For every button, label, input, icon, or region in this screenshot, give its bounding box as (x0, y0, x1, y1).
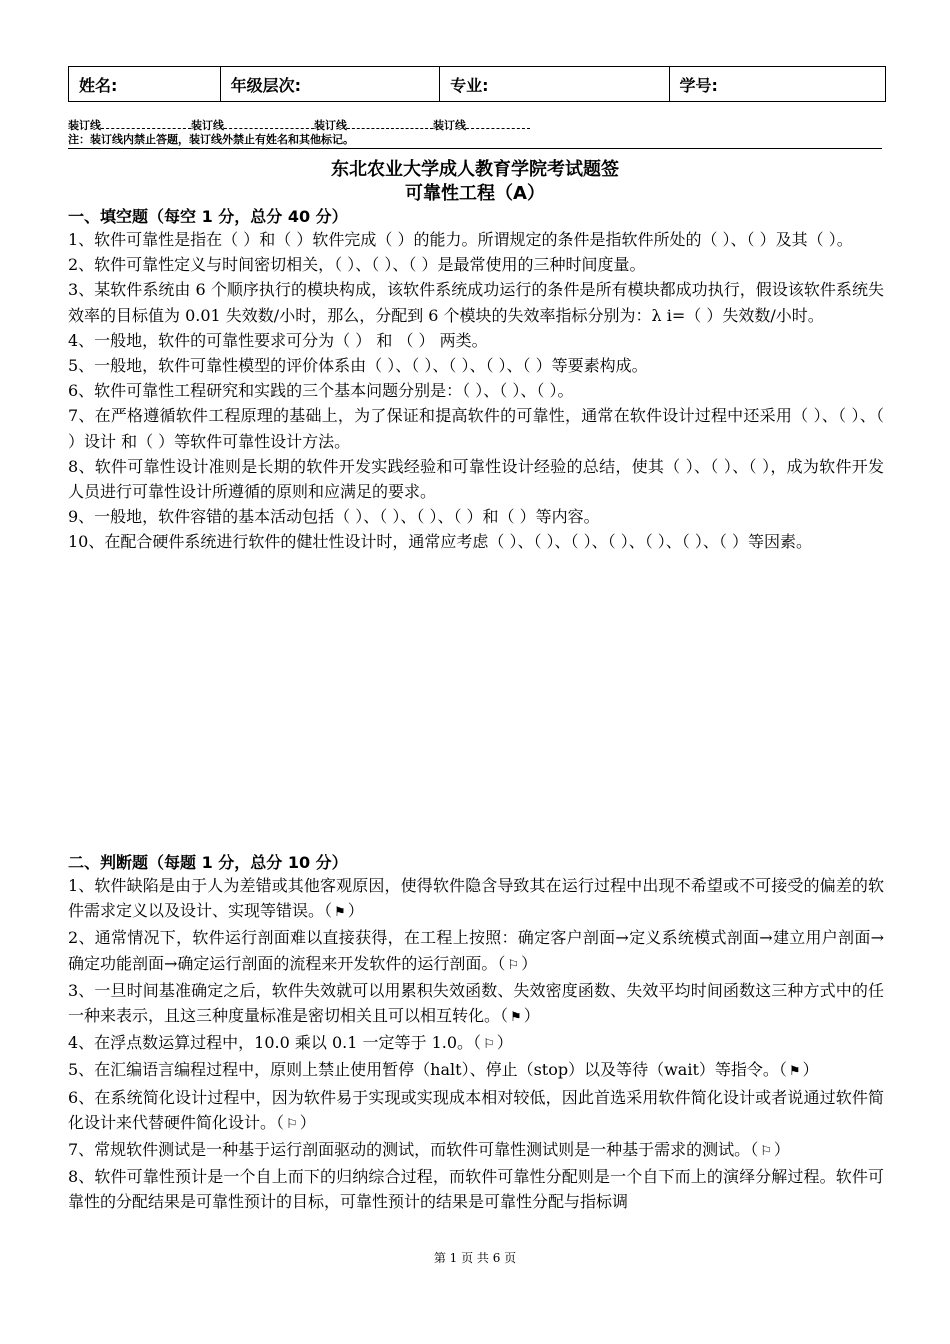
binding-line-dash (101, 118, 191, 129)
question: 6、软件可靠性工程研究和实践的三个基本问题分别是：（ ）、（ ）、（ ）。 (68, 381, 574, 401)
binding-line-label: 装订线 (433, 119, 466, 132)
question: 2、软件可靠性定义与时间密切相关，（ ）、（ ）、（ ）是最常使用的三种时间度量。 (68, 255, 646, 275)
major-label: 专业: (450, 75, 489, 95)
binding-line (68, 118, 530, 133)
flag-icon: ⚐ (760, 1144, 772, 1160)
question: 3、某软件系统由 6 个顺序执行的模块构成，该软件系统成功运行的条件是所有模块都成功执行，假设该软件系统失效率的目标值为 0.01 失效数/小时，那么，分配到 6 个模块的失效率指标分别为：λ i=（ ）失效数/小时。 (68, 280, 884, 325)
question: 7、在严格遵循软件工程原理的基础上，为了保证和提高软件的可靠性，通常在软件设计过程中还采用（ ）、（ ）、（ ）设计 和（ ）等软件可靠性设计方法。 (68, 406, 884, 451)
student-id-label: 学号: (679, 75, 718, 95)
flag-icon: ⚐ (483, 1037, 495, 1053)
fill-in-questions (68, 227, 884, 555)
binding-line-label: 装订线 (68, 119, 101, 132)
question: 4、一般地，软件的可靠性要求可分为（ ） 和 （ ） 两类。 (68, 330, 488, 350)
question: 4、在浮点数运算过程中，10.0 乘以 0.1 一定等于 1.0。（ ⚐ ） (68, 1030, 884, 1057)
section-true-false-heading: 二、判断题（每题 1 分，总分 10 分） (68, 853, 348, 872)
course-title: 可靠性工程（A） (405, 183, 545, 204)
page-number: 第 1 页 共 6 页 (433, 1251, 517, 1265)
question: 1、软件可靠性是指在（ ）和（ ）软件完成（ ）的能力。所谓规定的条件是指软件所处的（ ）、（ ）及其（ ）。 (68, 230, 853, 249)
student-id-field[interactable] (670, 67, 885, 101)
question: 6、在系统简化设计过程中，因为软件易于实现或实现成本相对较低，因此首选采用软件简化设计或者说通过软件简化设计来代替硬件简化设计。（ ⚐ ） (68, 1085, 884, 1137)
grade-label: 年级层次: (230, 75, 302, 95)
grade-field[interactable] (221, 67, 440, 101)
flag-icon: ⚐ (286, 1116, 298, 1132)
student-info-table (68, 66, 886, 102)
major-field[interactable] (440, 67, 669, 101)
binding-line-label: 装订线 (314, 119, 347, 132)
question: 5、在汇编语言编程过程中，原则上禁止使用暂停（halt）、停止（stop）以及等待（wait）等指令。（ ⚑ ） (68, 1057, 884, 1084)
name-field[interactable] (69, 67, 221, 101)
question: 3、一旦时间基准确定之后，软件失效就可以用累积失效函数、失效密度函数、失效平均时间函数这三种方式中的任一种来表示，且这三种度量标准是密切相关且可以相互转化。（ ⚑ ） (68, 978, 884, 1030)
exam-title: 东北农业大学成人教育学院考试题签 (331, 159, 619, 180)
binding-line-label: 装订线 (191, 119, 224, 132)
true-false-questions (68, 873, 884, 1215)
flag-icon: ⚑ (510, 1010, 522, 1026)
divider (68, 148, 882, 149)
question: 2、通常情况下，软件运行剖面难以直接获得，在工程上按照：确定客户剖面→定义系统模式剖面→建立用户剖面→确定功能剖面→确定运行剖面的流程来开发软件的运行剖面。（ ⚐ ） (68, 925, 884, 977)
question: 8、软件可靠性预计是一个自上而下的归纳综合过程，而软件可靠性分配则是一个自下而上的演绎分解过程。软件可靠性的分配结果是可靠性预计的目标，可靠性预计的结果是可靠性分配与指标调 (68, 1167, 884, 1212)
binding-line-area (68, 118, 530, 147)
flag-icon: ⚐ (507, 957, 520, 973)
question: 1、软件缺陷是由于人为差错或其他客观原因，使得软件隐含导致其在运行过程中出现不希望或不可接受的偏差的软件需求定义以及设计、实现等错误。（ ⚑ ） (68, 873, 884, 925)
question: 7、常规软件测试是一种基于运行剖面驱动的测试，而软件可靠性测试则是一种基于需求的测试。（ ⚐ ） (68, 1137, 884, 1164)
question: 9、一般地，软件容错的基本活动包括（ ）、（ ）、（ ）、（ ）和（ ）等内容。 (68, 507, 600, 527)
binding-notice: 注：装订线内禁止答题，装订线外禁止有姓名和其他标记。 (68, 133, 354, 146)
question: 10、在配合硬件系统进行软件的健壮性设计时，通常应考虑（ ）、（ ）、（ ）、（ ）、（ ）、（ ）、（ ）等因素。 (68, 532, 812, 552)
question: 5、一般地，软件可靠性模型的评价体系由（ ）、（ ）、（ ）、（ ）、（ ）等要素构成。 (68, 356, 648, 376)
name-label: 姓名: (79, 75, 118, 95)
flag-icon: ⚑ (334, 905, 346, 921)
binding-line-dash (347, 118, 433, 129)
question: 8、软件可靠性设计准则是长期的软件开发实践经验和可靠性设计经验的总结，使其（ ）、（ ）、（ ），成为软件开发人员进行可靠性设计所遵循的原则和应满足的要求。 (68, 456, 884, 502)
section-fill-in-heading: 一、填空题（每空 1 分，总分 40 分） (68, 207, 348, 226)
binding-line-dash (466, 118, 530, 129)
flag-icon: ⚑ (788, 1064, 801, 1080)
binding-line-dash (224, 118, 314, 129)
